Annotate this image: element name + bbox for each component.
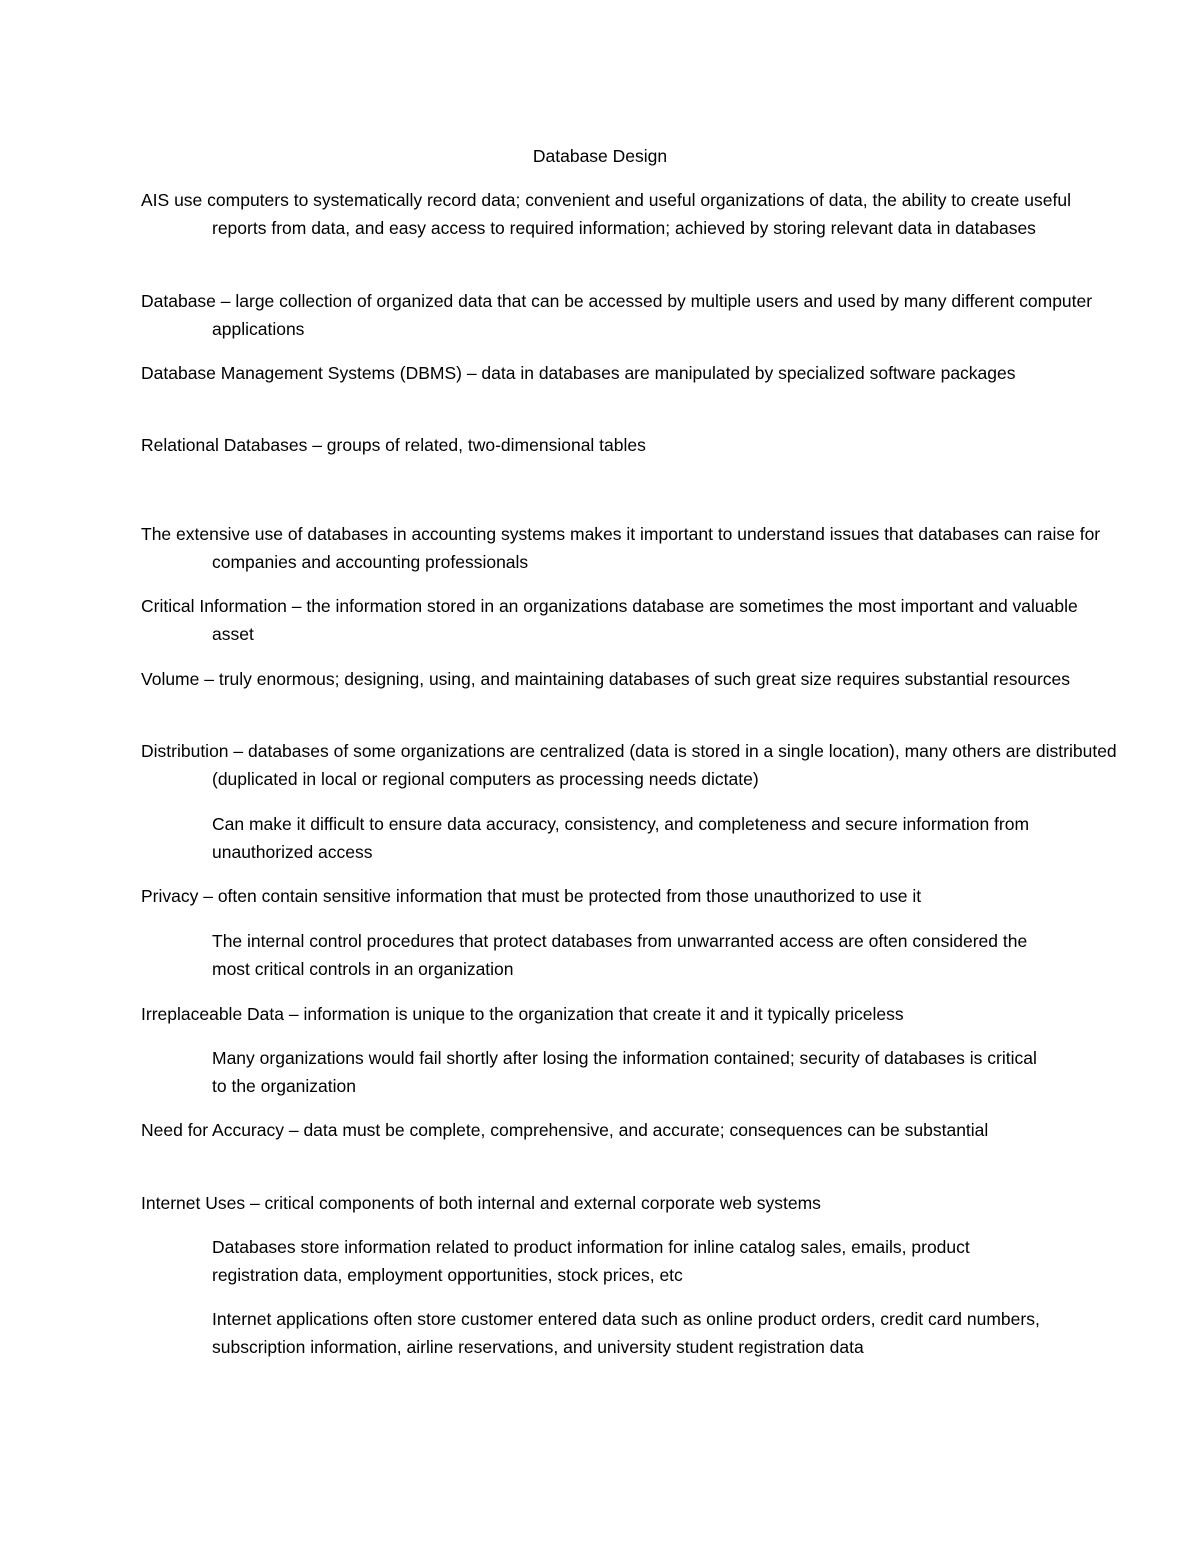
paragraph-distribution: Distribution – databases of some organizations are centralized (data is stored in a single location), many others are distributed (duplicated in local or regional computers as processing needs dictate) bbox=[141, 741, 1117, 789]
paragraph-volume: Volume – truly enormous; designing, using, and maintaining databases of such great size requires substantial resources bbox=[141, 669, 1071, 689]
paragraph-internet-applications-detail: Internet applications often store customer entered data such as online product orders, credit card numbers, subscription information, airline reservations, and university student registration data bbox=[212, 1309, 1040, 1357]
paragraph-database-definition: Database – large collection of organized data that can be accessed by multiple users and used by many different computer applications bbox=[141, 291, 1093, 339]
paragraph-irreplaceable-detail: Many organizations would fail shortly after losing the information contained; security of databases is critical to the organization bbox=[212, 1048, 1037, 1096]
paragraph-irreplaceable-data: Irreplaceable Data – information is unique to the organization that create it and it typically priceless bbox=[141, 1004, 904, 1024]
paragraph-internet-uses: Internet Uses – critical components of both internal and external corporate web systems bbox=[141, 1193, 821, 1213]
paragraph-extensive-use: The extensive use of databases in accounting systems makes it important to understand issues that databases can raise for companies and accounting professionals bbox=[141, 524, 1101, 572]
paragraph-critical-information: Critical Information – the information stored in an organizations database are sometimes the most important and valuable asset bbox=[141, 596, 1078, 644]
paragraph-need-for-accuracy: Need for Accuracy – data must be complete, comprehensive, and accurate; consequences can be substantial bbox=[141, 1120, 989, 1140]
paragraph-ais-intro: AIS use computers to systematically record data; convenient and useful organizations of data, the ability to create useful reports from data, and easy access to required information; achieved by storing relevant data in databases bbox=[141, 190, 1071, 238]
paragraph-relational-databases: Relational Databases – groups of related, two-dimensional tables bbox=[141, 435, 646, 455]
paragraph-dbms-definition: Database Management Systems (DBMS) – data in databases are manipulated by specialized software packages bbox=[141, 363, 1016, 383]
paragraph-privacy: Privacy – often contain sensitive information that must be protected from those unauthorized to use it bbox=[141, 886, 922, 906]
paragraph-privacy-detail: The internal control procedures that protect databases from unwarranted access are often considered the most critical controls in an organization bbox=[212, 931, 1028, 979]
paragraph-distribution-detail: Can make it difficult to ensure data accuracy, consistency, and completeness and secure information from unauthorized access bbox=[212, 814, 1030, 862]
paragraph-internet-databases-detail: Databases store information related to product information for inline catalog sales, emails, product registration data, employment opportunities, stock prices, etc bbox=[212, 1237, 970, 1285]
document-title: Database Design bbox=[532, 146, 668, 166]
